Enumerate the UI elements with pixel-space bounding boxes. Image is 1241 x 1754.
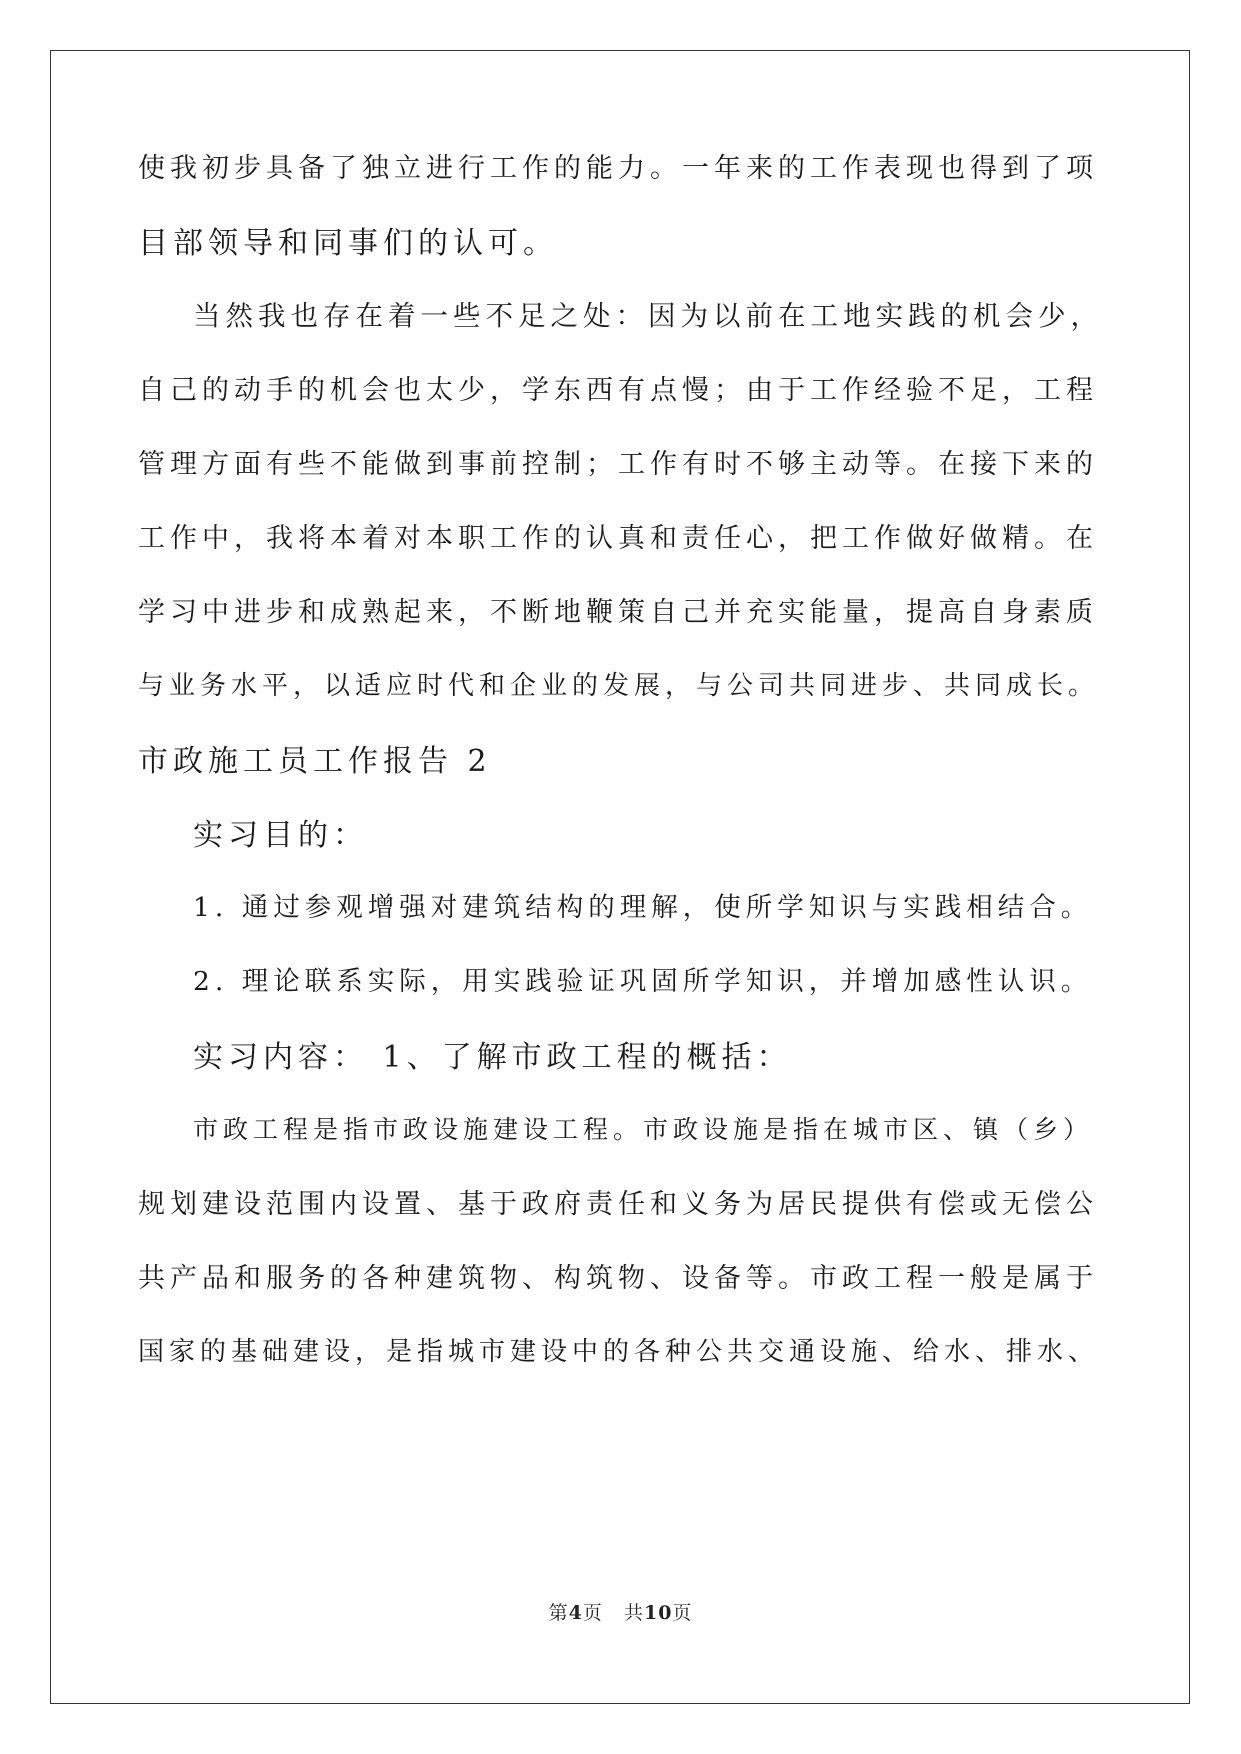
page-number: 4 bbox=[568, 1602, 583, 1624]
total-pages: 10 bbox=[643, 1602, 673, 1624]
text-line: 自己的动手的机会也太少，学东西有点慢；由于工作经验不足，工程 bbox=[138, 375, 1098, 406]
list-item: 1. 通过参观增强对建筑结构的理解，使所学知识与实践相结合。 bbox=[193, 892, 1093, 923]
footer-page-unit: 页 bbox=[582, 1602, 603, 1624]
text-line: 管理方面有些不能做到事前控制；工作有时不够主动等。在接下来的 bbox=[138, 449, 1098, 480]
page-border bbox=[50, 50, 1190, 1704]
text-line: 与业务水平，以适应时代和企业的发展，与公司共同进步、共同成长。 bbox=[138, 671, 1100, 701]
text-line: 目部领导和同事们的认可。 bbox=[138, 226, 558, 261]
text-line: 使我初步具备了独立进行工作的能力。一年来的工作表现也得到了项 bbox=[138, 153, 1098, 184]
text-line: 实习目的： bbox=[193, 818, 368, 853]
text-line: 当然我也存在着一些不足之处：因为以前在工地实践的机会少， bbox=[193, 300, 1103, 332]
footer-prefix: 第 bbox=[548, 1602, 569, 1624]
section-heading: 市政施工员工作报告 2 bbox=[138, 744, 492, 779]
text-line: 市政工程是指市政设施建设工程。市政设施是指在城市区、镇（乡） bbox=[193, 1115, 1094, 1144]
text-line: 规划建设范围内设置、基于政府责任和义务为居民提供有偿或无偿公 bbox=[138, 1189, 1098, 1220]
text-line: 工作中，我将本着对本职工作的认真和责任心，把工作做好做精。在 bbox=[138, 523, 1098, 554]
text-line: 国家的基础建设，是指城市建设中的各种公共交通设施、给水、排水、 bbox=[138, 1337, 1100, 1367]
text-line: 学习中进步和成熟起来，不断地鞭策自己并充实能量，提高自身素质 bbox=[138, 597, 1098, 628]
page-footer bbox=[0, 1598, 1241, 1625]
text-line: 实习内容： 1、了解市政工程的概括： bbox=[193, 1040, 792, 1075]
footer-total-unit: 页 bbox=[672, 1602, 693, 1624]
footer-total-prefix: 共 bbox=[623, 1602, 644, 1624]
list-item: 2. 理论联系实际，用实践验证巩固所学知识，并增加感性认识。 bbox=[193, 966, 1093, 997]
text-line: 共产品和服务的各种建筑物、构筑物、设备等。市政工程一般是属于 bbox=[138, 1263, 1098, 1294]
